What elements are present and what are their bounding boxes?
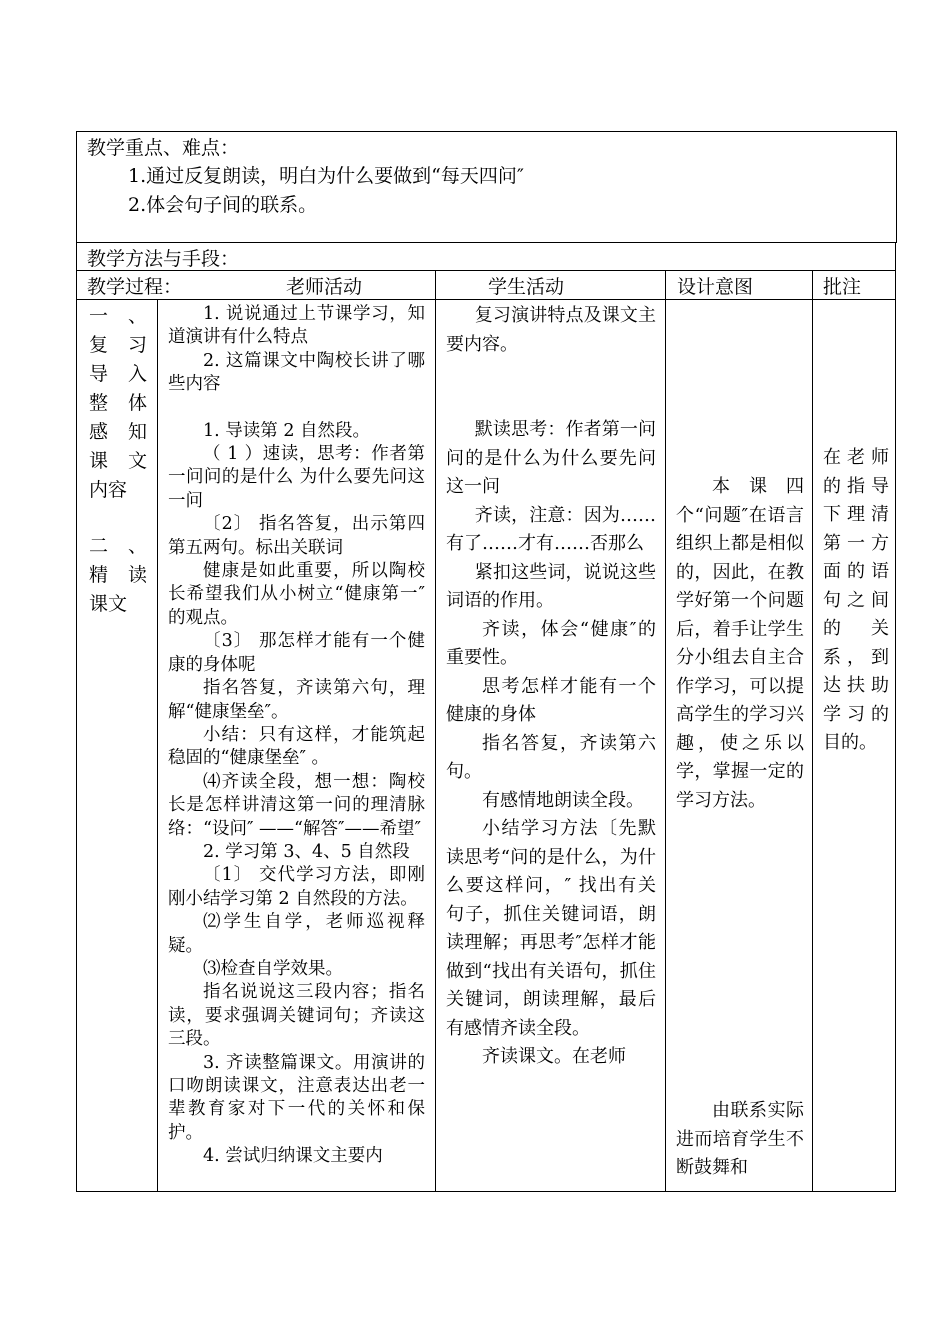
design-intent-2: 由联系实际进而培育学生不断鼓舞和: [676, 1100, 804, 1178]
header-bottom-line: [76, 299, 896, 300]
stage-two: 二 、 精 读 课文: [89, 535, 147, 615]
design-intent: 本课四个“问题″在语言组织上都是相似的，因此，在教学好第一个问题后，着手让学生分小组去自主合作学习，可以提高学生的学习兴趣，使之乐以学，掌握一定的学习方法。: [676, 476, 804, 811]
col-divider: [665, 270, 666, 1192]
col-divider: [812, 270, 813, 1192]
header-top-line: [76, 270, 896, 271]
table-right-border: [895, 242, 896, 1192]
notes-cell: 在老师的指导下理清第一方面的语句之间的关系，到达扶助学习的目的。: [823, 447, 889, 753]
header-student: 学生活动: [488, 276, 565, 298]
header-intent: 设计意图: [677, 276, 754, 298]
teacher-activities: 1. 说说通过上节课学习，知道演讲有什么特点 2. 这篇课文中陶校长讲了哪些内容 1. 导读第 2 自然段。 （ 1 ）速读，思考：作者第一问问的是什么 为什么要先问这一问 〔2〕 指名答复，出示第四第五两句。标出关联词 健康是如此重要，所以陶校长希望我们从小树立“健康第一″的观点。 〔3〕 那怎样才能有一个健康的身体呢 指名答复，齐读第六句，理解“健康堡垒″。 小结：只有这样，才能筑起稳固的“健康堡垒″ 。 ⑷齐读全段，想一想：陶校长是怎样讲清这第一问的理清脉络：“设问″ ——“解答″——希望″ 2. 学习第 3、4、5 自然段 〔1〕 交代学习方法，即刚刚小结学习第 2 自然段的方法。 ⑵学生自学，老师巡视释疑。 ⑶检查自学效果。 指名说说这三段内容；指名读，要求强调关键词句；齐读这三段。 3. 齐读整篇课文。用演讲的口吻朗读课文，注意表达出老一辈教育家对下一代的关怀和保护。 4. 尝试归纳课文主要内: [168, 304, 425, 1167]
key-point-item: 1.通过反复朗读，明白为什么要做到“每天四问″: [128, 165, 524, 187]
header-notes: 批注: [823, 276, 862, 298]
table-left-border: [76, 242, 77, 1192]
stage-one: 一 、 复 习 导 入 整 体 感 知 课 文 内容: [89, 305, 147, 501]
col-divider: [435, 270, 436, 1192]
student-activities: 复习演讲特点及课文主要内容。 默读思考：作者第一问问的是什么为什么要先问这一问 齐读，注意：因为……有了……才有……否那么 紧扣这些词，说说这些词语的作用。 齐读，体会“健康″的重要性。 思考怎样才能有一个健康的身体 指名答复，齐读第六句。 有感情地朗读全段。 小结学习方法〔先默读思考“问的是什么，为什么要这样问，″ 找出有关句子，抓住关键词语，朗读理解；再思考″怎样才能做到“找出有关语句，抓住关键词，朗读理解，最后有感情齐读全段。 齐读课文。在老师: [446, 305, 656, 1067]
key-points-heading: 教学重点、难点：: [87, 137, 240, 159]
header-process: 教学过程：: [87, 276, 183, 298]
col-divider: [157, 299, 158, 1192]
key-point-item: 2.体会句子间的联系。: [128, 194, 318, 216]
table-bottom-line: [76, 1191, 896, 1192]
methods-heading: 教学方法与手段：: [87, 248, 240, 270]
header-teacher: 老师活动: [286, 276, 363, 298]
